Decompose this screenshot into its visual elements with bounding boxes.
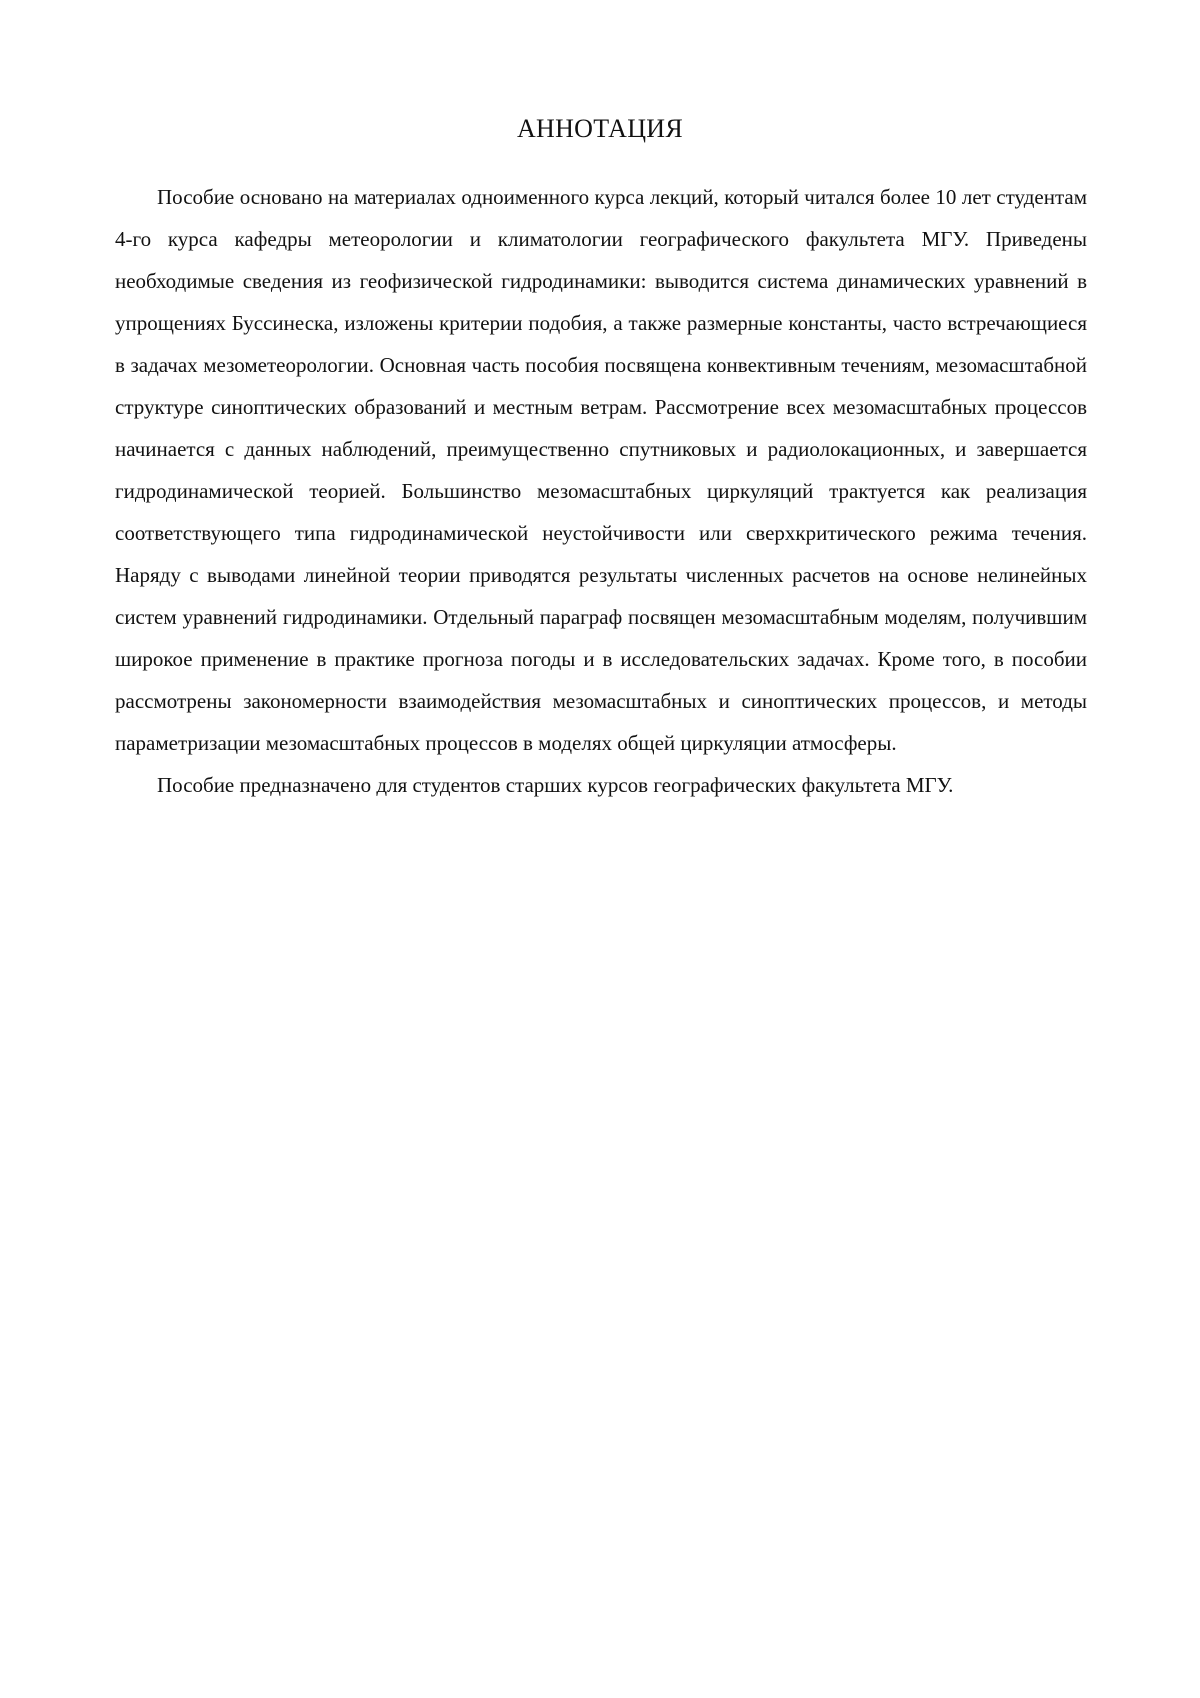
paragraph-main: Пособие основано на материалах одноименного курса лекций, который читался более 10 лет студентам 4-го курса кафедры метеорологии и климатологии географического факультета МГУ. Приведены необходимые сведения из геофизической гидродинамики: выводится система динамических уравнений в упрощениях Буссинеска, изложены критерии подобия, а также размерные константы, часто встречающиеся в задачах мезометеорологии. Основная часть пособия посвящена конвективным течениям, мезомасштабной структуре синоптических образований и местным ветрам. Рассмотрение всех мезомасштабных процессов начинается с данных наблюдений, преимущественно спутниковых и радиолокационных, и завершается гидродинамической теорией. Большинство мезомасштабных циркуляций трактуется как реализация соответствующего типа гидродинамической неустойчивости или сверхкритического режима течения. Наряду с выводами линейной теории приводятся результаты численных расчетов на основе нелинейных систем уравнений гидродинамики. Отдельный параграф посвящен мезомасштабным моделям, получившим широкое применение в практике прогноза погоды и в исследовательских задачах. Кроме того, в пособии рассмотрены закономерности взаимодействия мезомасштабных и синоптических процессов, и методы параметризации мезомасштабных процессов в моделях общей циркуляции атмосферы. [115, 185, 1087, 755]
annotation-body [115, 176, 1087, 806]
page-title: АННОТАЦИЯ [516, 114, 684, 143]
paragraph-audience: Пособие предназначено для студентов старших курсов географических факультета МГУ. [157, 773, 954, 797]
